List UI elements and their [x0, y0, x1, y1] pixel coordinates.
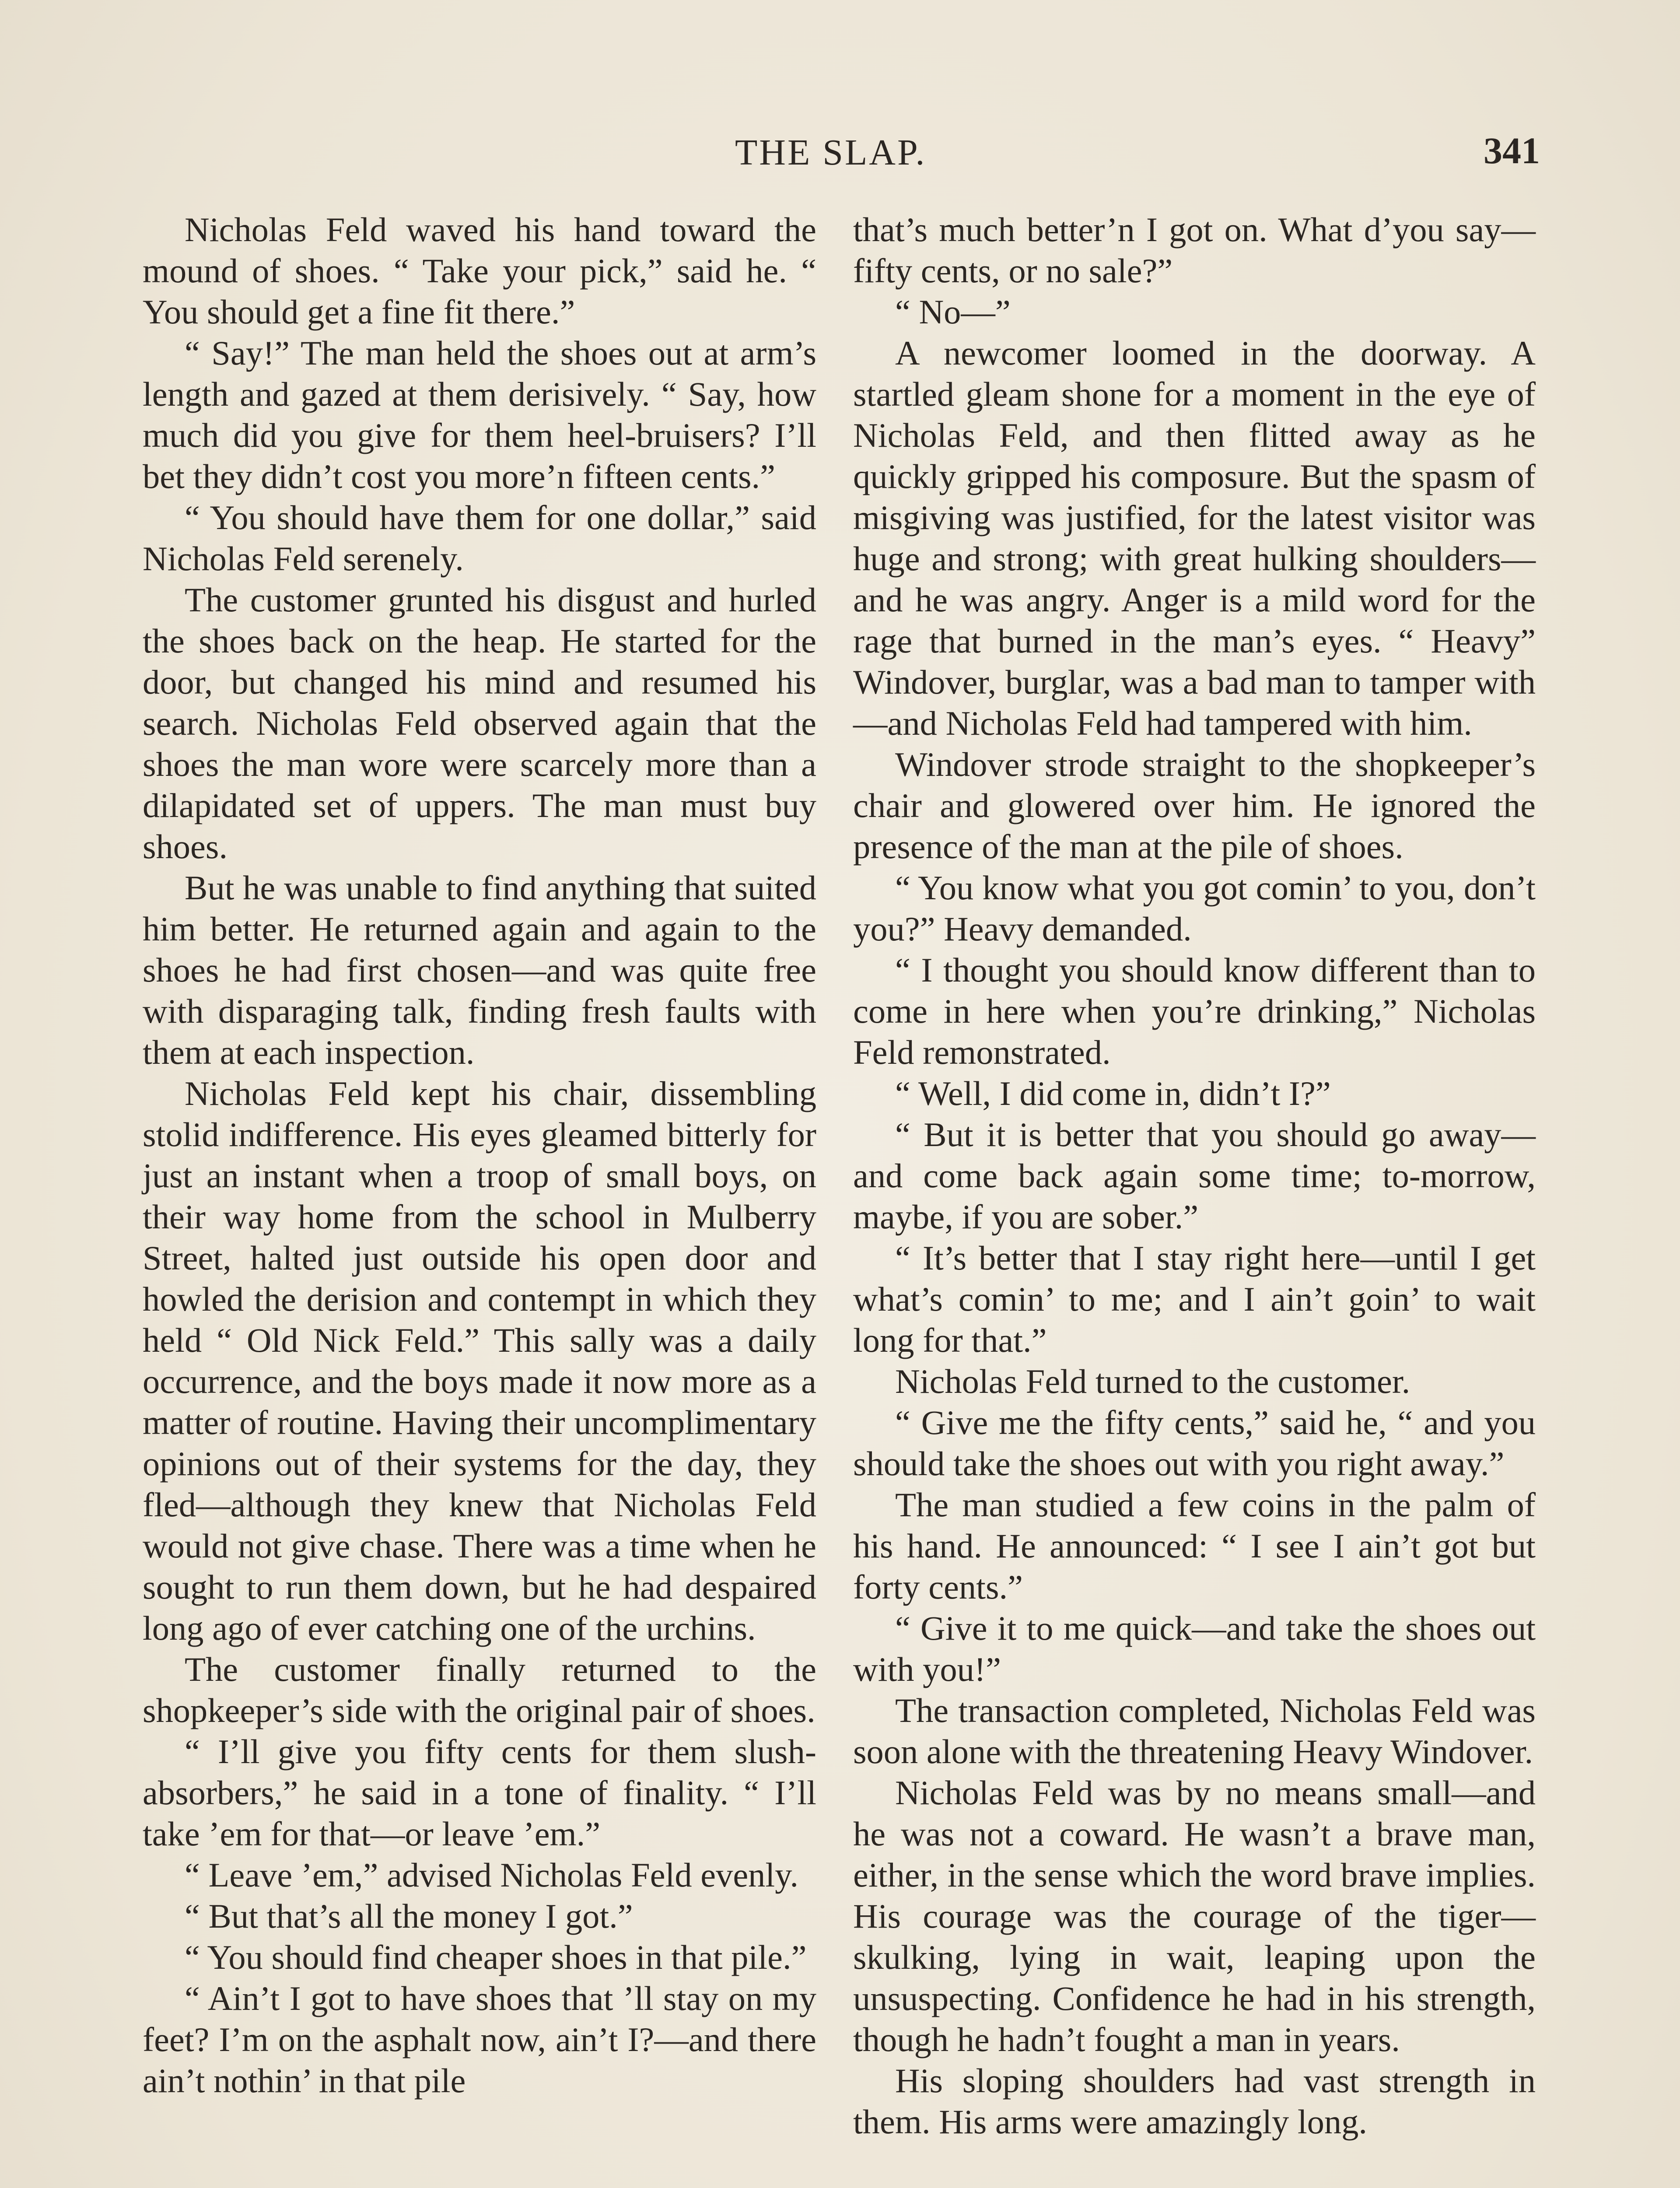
paragraph: The customer grunted his disgust and hurled the shoes back on the heap. He started for the door, but changed his mind and resumed his search. Nicholas Feld observed again that the shoes the man wore were scarcely more than a dilapidated set of uppers. The man must buy shoes.: [143, 581, 816, 866]
paragraph: “ You should find cheaper shoes in that pile.”: [185, 1938, 807, 1976]
paragraph: “ Give it to me quick—and take the shoes out with you!”: [853, 1609, 1536, 1688]
paragraph: “ But it is better that you should go away—and come back again some time; to-morrow, maybe, if you are sober.”: [853, 1115, 1536, 1236]
paragraph: “ But that’s all the money I got.”: [185, 1897, 633, 1935]
paragraph: The customer finally returned to the shopkeeper’s side with the original pair of shoes.: [143, 1650, 816, 1729]
running-title: THE SLAP.: [735, 132, 927, 173]
paragraph: His sloping shoulders had vast strength in them. His arms were amazingly long.: [853, 2062, 1536, 2141]
paragraph: “ It’s better that I stay right here—until I get what’s comin’ to me; and I ain’t goin’ to wait long for that.”: [853, 1239, 1536, 1359]
paragraph: “ You should have them for one dollar,” said Nicholas Feld serenely.: [143, 498, 816, 578]
paragraph: that’s much better’n I got on. What d’you say—fifty cents, or no sale?”: [853, 210, 1536, 290]
paragraph: Nicholas Feld was by no means small—and he was not a coward. He wasn’t a brave man, either, in the sense which the word brave implies. His courage was the courage of the tiger—skulking, lying in wait, leaping upon the unsuspecting. Confidence he had in his strength, though he hadn’t fought a man in years.: [853, 1774, 1536, 2058]
paragraph: But he was unable to find anything that suited him better. He returned again and again to the shoes he had first chosen—and was quite free with disparaging talk, finding fresh faults with them at each inspection.: [143, 869, 816, 1071]
paragraph: “ Give me the fifty cents,” said he, “ and you should take the shoes out with you right away.”: [853, 1403, 1536, 1483]
right-column: [853, 209, 1536, 2142]
paragraph: A newcomer loomed in the doorway. A startled gleam shone for a moment in the eye of Nicholas Feld, and then flitted away as he quickly gripped his composure. But the spasm of misgiving was justified, for the latest visitor was huge and strong; with great hulking shoulders—and he was angry. Anger is a mild word for the rage that burned in the man’s eyes. “ Heavy” Windover, burglar, was a bad man to tamper with—and Nicholas Feld had tampered with him.: [853, 334, 1536, 742]
paragraph: The transaction completed, Nicholas Feld was soon alone with the threatening Heavy Windover.: [853, 1691, 1536, 1771]
paragraph: “ No—”: [895, 293, 1011, 331]
paragraph: “ Say!” The man held the shoes out at arm’s length and gazed at them derisively. “ Say, how much did you give for them heel-bruisers? I’ll bet they didn’t cost you more’n fifteen cents.”: [143, 334, 816, 495]
page-number: 341: [1484, 130, 1540, 172]
page-header: [0, 131, 1680, 179]
paragraph: Windover strode straight to the shopkeeper’s chair and glowered over him. He ignored the presence of the man at the pile of shoes.: [853, 745, 1536, 866]
paragraph: The man studied a few coins in the palm of his hand. He announced: “ I see I ain’t got but forty cents.”: [853, 1486, 1536, 1606]
paragraph: Nicholas Feld turned to the customer.: [895, 1362, 1410, 1400]
left-column: [143, 209, 816, 2101]
paragraph: “ Ain’t I got to have shoes that ’ll stay on my feet? I’m on the asphalt now, ain’t I?—and there ain’t nothin’ in that pile: [143, 1979, 816, 2100]
paragraph: Nicholas Feld waved his hand toward the mound of shoes. “ Take your pick,” said he. “ You should get a fine fit there.”: [143, 210, 816, 331]
paragraph: “ I thought you should know different than to come in here when you’re drinking,” Nicholas Feld remonstrated.: [853, 951, 1536, 1071]
paragraph: Nicholas Feld kept his chair, dissembling stolid indifference. His eyes gleamed bitterly for just an instant when a troop of small boys, on their way home from the school in Mulberry Street, halted just outside his open door and howled the derision and contempt in which they held “ Old Nick Feld.” This sally was a daily occurrence, and the boys made it now more as a matter of routine. Having their uncomplimentary opinions out of their systems for the day, they fled—although they knew that Nicholas Feld would not give chase. There was a time when he sought to run them down, but he had despaired long ago of ever catching one of the urchins.: [143, 1074, 816, 1647]
paragraph: “ Well, I did come in, didn’t I?”: [895, 1074, 1331, 1112]
paragraph: “ Leave ’em,” advised Nicholas Feld evenly.: [185, 1856, 798, 1894]
paragraph: “ You know what you got comin’ to you, don’t you?” Heavy demanded.: [853, 869, 1536, 948]
paragraph: “ I’ll give you fifty cents for them slush-absorbers,” he said in a tone of finality. “ I’ll take ’em for that—or leave ’em.”: [143, 1732, 816, 1853]
